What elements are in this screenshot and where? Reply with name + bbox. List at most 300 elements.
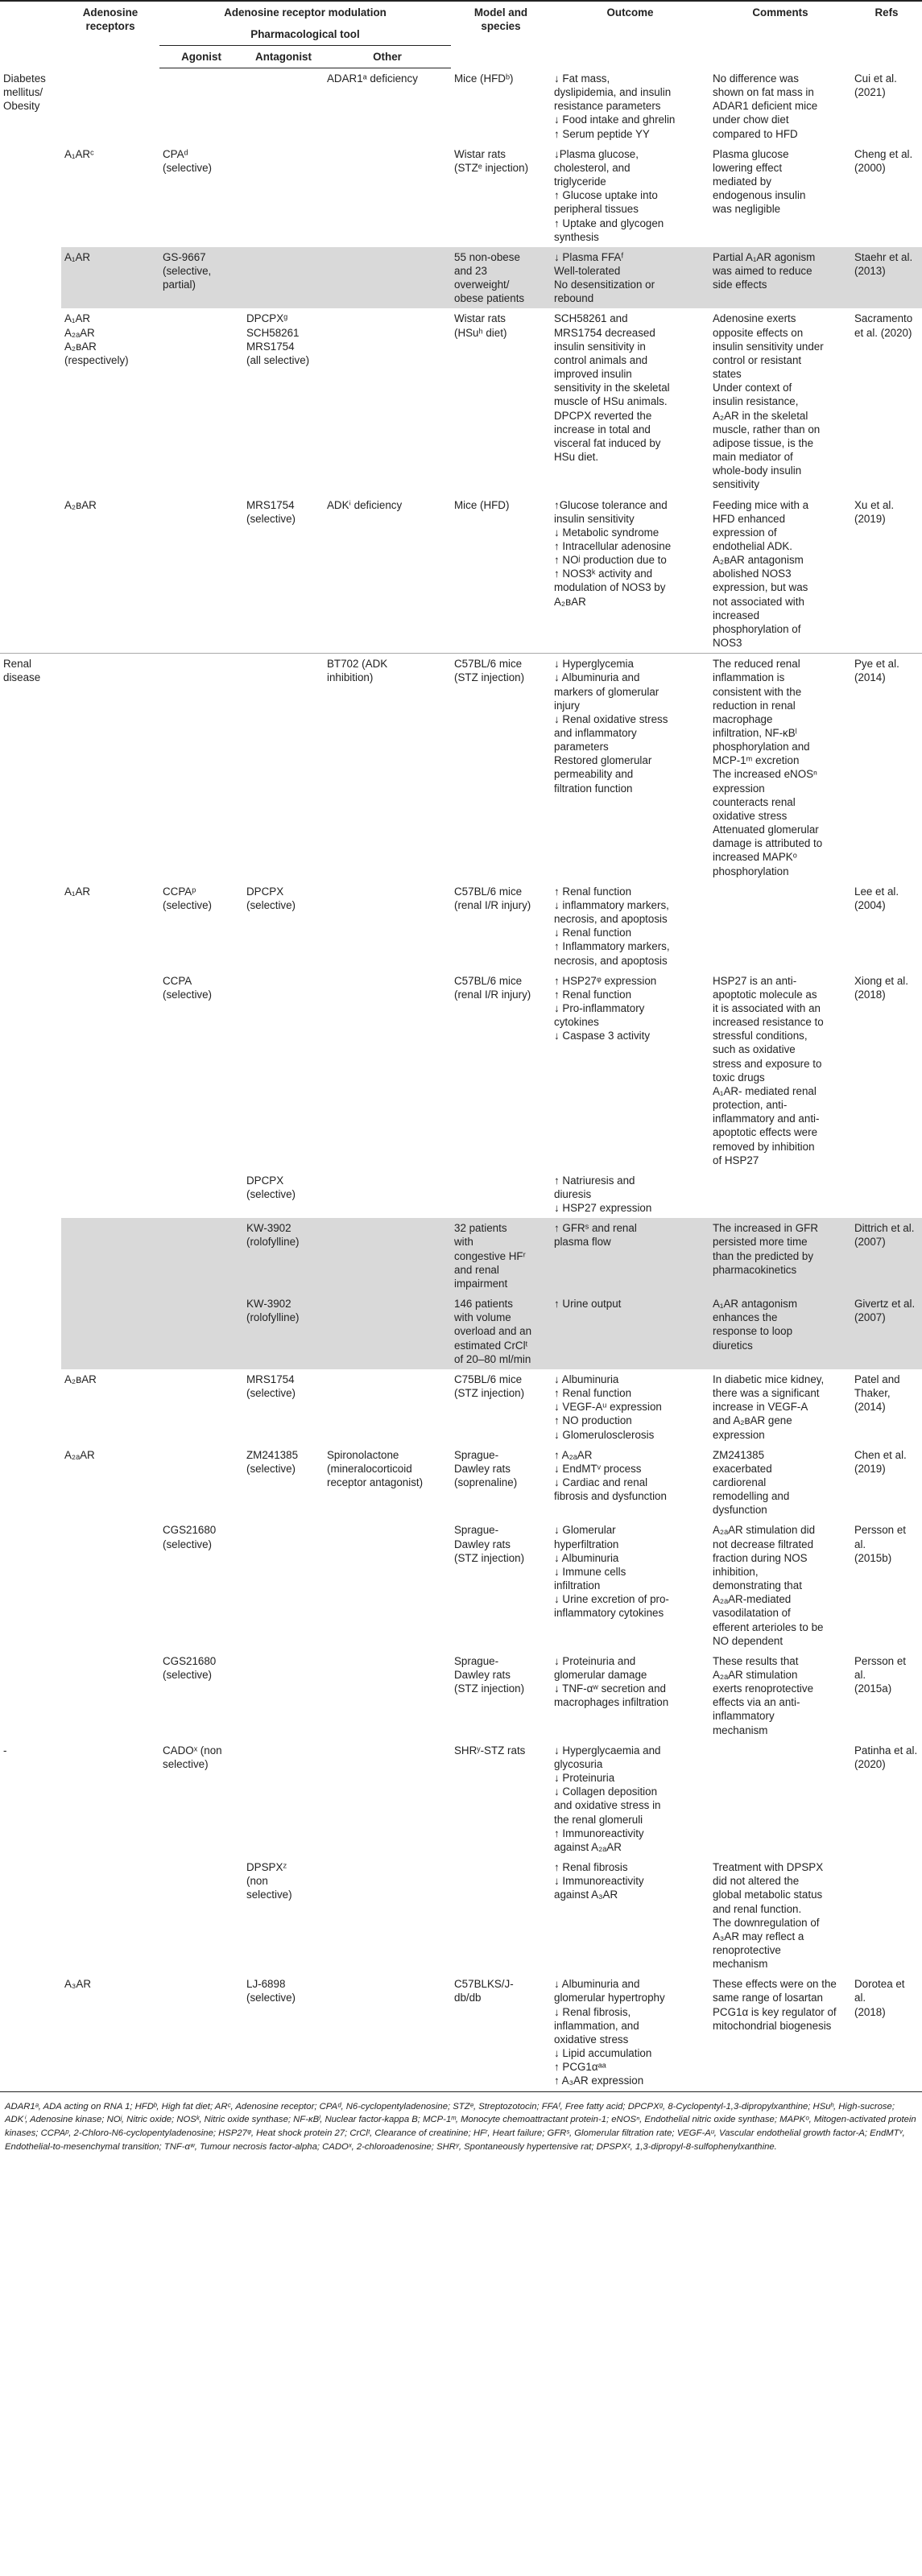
- table-row: [0, 654, 922, 881]
- cell-line: C75BL/6 mice: [454, 1373, 523, 1385]
- cell-agonist: [159, 1740, 243, 1857]
- cell-line: A₂ʙAR: [64, 340, 97, 353]
- cell-line: Sacramento: [854, 312, 913, 325]
- cell-line: MCP-1ᵐ excretion: [713, 754, 800, 767]
- cell-line: inflammation, and: [554, 2019, 639, 2032]
- cell-outcome: [551, 144, 709, 247]
- cell-line: ↑ PCG1αᵃᵃ: [554, 2061, 606, 2074]
- table-header: [0, 1, 922, 68]
- cell-receptor: [61, 1651, 159, 1740]
- cell-line: diuretics: [713, 1339, 753, 1352]
- cell-line: peripheral tissues: [554, 203, 639, 216]
- cell-other: [324, 881, 451, 971]
- cell-line: and 23: [454, 265, 487, 277]
- cell-model: [451, 1294, 551, 1369]
- cell-line: (all selective): [246, 353, 310, 366]
- cell-refs: [851, 881, 922, 971]
- cell-line: and renal function.: [713, 1902, 802, 1915]
- cell-line: muscle, rather than on: [713, 423, 821, 436]
- cell-line: abolished NOS3: [713, 568, 792, 580]
- cell-line: A₃AR may reflect a: [713, 1930, 804, 1942]
- cell-line: ↓ Albuminuria and: [554, 671, 640, 684]
- cell-receptor: [61, 1369, 159, 1445]
- cell-model: [451, 495, 551, 654]
- cell-antagonist: [243, 247, 324, 309]
- cell-receptor: [61, 1294, 159, 1369]
- cell-line: Mice (HFD): [454, 498, 510, 511]
- cell-line: MRS1754 decreased: [554, 326, 655, 339]
- cell-line: (rolofylline): [246, 1236, 300, 1249]
- table-row: [0, 1170, 922, 1218]
- cell-receptor: [61, 971, 159, 1170]
- cell-line: Patinha et al.: [854, 1744, 918, 1757]
- cell-outcome: [551, 1369, 709, 1445]
- cell-disease: [0, 1294, 61, 1369]
- cell-receptor: [61, 1740, 159, 1857]
- cell-line: A₁AR: [64, 250, 91, 263]
- cell-model: [451, 1740, 551, 1857]
- cell-line: HSu diet.: [554, 451, 599, 464]
- cell-line: ↓ Renal oxidative stress: [554, 712, 668, 725]
- cell-line: estimated CrClᵗ: [454, 1339, 528, 1352]
- cell-refs: [851, 495, 922, 654]
- cell-agonist: [159, 1218, 243, 1294]
- cell-line: Sprague-: [454, 1654, 499, 1667]
- cell-refs: [851, 144, 922, 247]
- cell-line: there was a significant: [713, 1387, 820, 1400]
- cell-line: 32 patients: [454, 1222, 507, 1235]
- cell-line: disease: [3, 671, 41, 684]
- cell-line: ↑ Renal function: [554, 885, 632, 898]
- cell-line: These effects were on the: [713, 1978, 837, 1991]
- cell-disease: [0, 1445, 61, 1521]
- cell-outcome: [551, 881, 709, 971]
- cell-receptor: [61, 1170, 159, 1218]
- cell-model: [451, 654, 551, 881]
- cell-line: ↑ Inflammatory markers,: [554, 940, 670, 953]
- cell-line: infiltration: [554, 1579, 601, 1592]
- cell-line: Obesity: [3, 100, 40, 113]
- cell-agonist: [159, 495, 243, 654]
- cell-line: ↑Glucose tolerance and: [554, 498, 668, 511]
- cell-receptor: [61, 247, 159, 309]
- cell-agonist: [159, 68, 243, 144]
- cell-line: ↓ Immunoreactivity: [554, 1875, 644, 1888]
- cell-model: [451, 1445, 551, 1521]
- cell-line: diuresis: [554, 1188, 592, 1200]
- cell-refs: [851, 1651, 922, 1740]
- cell-line: NO dependent: [713, 1634, 783, 1647]
- cell-line: NOS3: [713, 637, 742, 650]
- cell-outcome: [551, 247, 709, 309]
- cell-outcome: [551, 1445, 709, 1521]
- cell-agonist: [159, 971, 243, 1170]
- table-row: [0, 495, 922, 654]
- header-receptors: Adenosine receptors: [61, 1, 159, 68]
- cell-antagonist: [243, 1974, 324, 2091]
- cell-comments: [709, 1520, 851, 1650]
- table-row: [0, 971, 922, 1170]
- cell-line: CGS21680: [163, 1654, 217, 1667]
- cell-receptor: [61, 144, 159, 247]
- cell-line: ↓ Albuminuria: [554, 1551, 619, 1564]
- cell-line: Persson et al.: [854, 1654, 907, 1681]
- cell-model: [451, 881, 551, 971]
- cell-line: (2021): [854, 86, 886, 99]
- cell-agonist: [159, 308, 243, 494]
- cell-antagonist: [243, 1520, 324, 1650]
- cell-line: fraction during NOS: [713, 1551, 808, 1564]
- cell-line: ↓ TNF-αʷ secretion and: [554, 1682, 666, 1695]
- cell-line: Xu et al.: [854, 498, 895, 511]
- cell-receptor: [61, 881, 159, 971]
- cell-line: MRS1754: [246, 1373, 295, 1385]
- cell-refs: [851, 1294, 922, 1369]
- cell-line: (2019): [854, 1462, 886, 1475]
- cell-other: [324, 1445, 451, 1521]
- cell-line: (2015a): [854, 1682, 892, 1695]
- cell-refs: [851, 1740, 922, 1857]
- cell-line: receptor antagonist): [327, 1476, 424, 1488]
- cell-line: ↓ Renal fibrosis,: [554, 2005, 631, 2018]
- cell-line: A₂ʙAR: [64, 498, 97, 511]
- cell-line: Sprague-: [454, 1524, 499, 1537]
- cell-line: ADAR1ᵃ deficiency: [327, 72, 418, 85]
- cell-line: stressful conditions,: [713, 1030, 808, 1042]
- cell-other: [324, 654, 451, 881]
- cell-agonist: [159, 1651, 243, 1740]
- cell-other: [324, 68, 451, 144]
- cell-line: synthesis: [554, 230, 599, 243]
- cell-line: ↓ Caspase 3 activity: [554, 1030, 651, 1042]
- cell-comments: [709, 1294, 851, 1369]
- cell-line: (2015b): [854, 1551, 892, 1564]
- cell-line: (selective,: [163, 265, 212, 277]
- cell-outcome: [551, 1170, 709, 1218]
- cell-outcome: [551, 1651, 709, 1740]
- cell-antagonist: [243, 68, 324, 144]
- cell-line: phosphorylation and: [713, 741, 810, 753]
- cell-line: In diabetic mice kidney,: [713, 1373, 825, 1385]
- cell-line: A₂ₐAR stimulation did: [713, 1524, 816, 1537]
- cell-line: apoptotic molecule as: [713, 988, 817, 1001]
- cell-outcome: [551, 654, 709, 881]
- cell-line: consistent with the: [713, 685, 802, 698]
- cell-line: Diabetes: [3, 72, 46, 85]
- cell-line: ↑ Glucose uptake into: [554, 189, 658, 202]
- cell-line: ↑ A₂ₐAR: [554, 1448, 593, 1461]
- cell-line: ADKⁱ deficiency: [327, 498, 403, 511]
- header-agonist: Agonist: [159, 46, 243, 68]
- cell-line: A₂ʙAR antagonism: [713, 554, 804, 567]
- cell-line: mellitus/: [3, 86, 43, 99]
- cell-line: Well-tolerated: [554, 265, 621, 277]
- table-row: [0, 144, 922, 247]
- cell-comments: [709, 308, 851, 494]
- cell-line: C57BL/6 mice: [454, 974, 523, 987]
- cell-line: Chen et al.: [854, 1448, 907, 1461]
- cell-line: mitochondrial biogenesis: [713, 2019, 832, 2032]
- cell-line: Mice (HFDᵇ): [454, 72, 514, 85]
- cell-disease: [0, 1520, 61, 1650]
- cell-line: oxidative stress: [713, 809, 788, 822]
- cell-line: was negligible: [713, 203, 781, 216]
- cell-line: Patel and: [854, 1373, 900, 1385]
- cell-line: increased: [713, 609, 760, 621]
- cell-refs: [851, 68, 922, 144]
- cell-line: ↓ Albuminuria and: [554, 1978, 640, 1991]
- cell-agonist: [159, 1369, 243, 1445]
- cell-disease: [0, 1651, 61, 1740]
- cell-agonist: [159, 881, 243, 971]
- cell-receptor: [61, 1218, 159, 1294]
- cell-line: (2004): [854, 898, 886, 911]
- cell-antagonist: [243, 654, 324, 881]
- cell-antagonist: [243, 1294, 324, 1369]
- cell-line: (non: [246, 1875, 268, 1888]
- cell-line: persisted more time: [713, 1236, 808, 1249]
- cell-disease: [0, 654, 61, 881]
- cell-line: damage is attributed to: [713, 837, 823, 850]
- cell-line: PCG1α is key regulator of: [713, 2005, 837, 2018]
- cell-line: LJ-6898: [246, 1978, 286, 1991]
- cell-line: increase in VEGF-A: [713, 1401, 808, 1414]
- cell-line: phosphorylation of: [713, 622, 801, 635]
- cell-line: insulin resistance,: [713, 395, 799, 408]
- cell-line: KW-3902: [246, 1298, 291, 1311]
- cell-comments: [709, 1445, 851, 1521]
- cell-receptor: [61, 68, 159, 144]
- cell-line: endothelial ADK.: [713, 539, 793, 552]
- cell-refs: [851, 1170, 922, 1218]
- cell-line: DPCPX: [246, 1174, 284, 1187]
- cell-line: ↓ Fat mass,: [554, 72, 610, 85]
- cell-line: C57BL/6 mice: [454, 885, 523, 898]
- cell-comments: [709, 144, 851, 247]
- header-pharmacological-tool: Pharmacological tool: [159, 23, 451, 46]
- cell-line: stress and exposure to: [713, 1057, 822, 1070]
- cell-other: [324, 1520, 451, 1650]
- cell-line: inhibition): [327, 671, 374, 684]
- cell-line: inflammatory and anti-: [713, 1113, 820, 1125]
- header-model: Model and species: [451, 1, 551, 68]
- cell-line: mechanism: [713, 1958, 768, 1971]
- cell-line: (selective): [163, 898, 213, 911]
- cell-line: inflammatory: [713, 1710, 775, 1723]
- cell-model: [451, 68, 551, 144]
- cell-line: Renal: [3, 658, 31, 671]
- table-body: [0, 68, 922, 2091]
- cell-line: under chow diet: [713, 114, 789, 126]
- cell-agonist: [159, 1445, 243, 1521]
- cell-line: A₂ₐAR stimulation: [713, 1669, 798, 1681]
- cell-line: necrosis, and apoptosis: [554, 913, 668, 926]
- cell-line: These results that: [713, 1654, 799, 1667]
- cell-receptor: [61, 1520, 159, 1650]
- cell-line: HSP27 is an anti-: [713, 974, 797, 987]
- cell-line: triglyceride: [554, 175, 606, 188]
- cell-disease: [0, 1369, 61, 1445]
- cell-line: ↑ Renal function: [554, 988, 632, 1001]
- cell-line: effects via an anti-: [713, 1696, 800, 1709]
- cell-line: ↑ Natriuresis and: [554, 1174, 635, 1187]
- cell-line: (2014): [854, 671, 886, 684]
- cell-line: ↓ Lipid accumulation: [554, 2047, 652, 2060]
- cell-other: [324, 1369, 451, 1445]
- cell-line: control animals and: [554, 353, 648, 366]
- cell-line: oxidative stress: [554, 2033, 629, 2046]
- cell-outcome: [551, 1520, 709, 1650]
- cell-line: SHRʸ-STZ rats: [454, 1744, 526, 1757]
- cell-line: pharmacokinetics: [713, 1263, 797, 1276]
- cell-line: side effects: [713, 279, 767, 291]
- cell-outcome: [551, 1857, 709, 1974]
- cell-line: ↑ GFRˢ and renal: [554, 1222, 637, 1235]
- cell-line: A₂ʙAR: [554, 595, 586, 608]
- cell-line: selective): [246, 1889, 292, 1901]
- cell-line: A₃AR: [64, 1978, 91, 1991]
- cell-line: ↓ Pro-inflammatory: [554, 1001, 645, 1014]
- cell-line: HFD enhanced: [713, 512, 786, 525]
- cell-line: Treatment with DPSPX: [713, 1861, 824, 1874]
- cell-line: (2018): [854, 2005, 886, 2018]
- cell-line: did not altered the: [713, 1875, 800, 1888]
- cell-line: necrosis, and apoptosis: [554, 954, 668, 967]
- table-row: [0, 1857, 922, 1974]
- cell-line: Cheng et al.: [854, 147, 913, 160]
- cell-outcome: [551, 68, 709, 144]
- cell-other: [324, 144, 451, 247]
- cell-other: [324, 1294, 451, 1369]
- cell-line: ↓ Immune cells: [554, 1565, 626, 1578]
- cell-disease: [0, 1974, 61, 2091]
- table-row: [0, 1369, 922, 1445]
- cell-line: (selective): [246, 1462, 296, 1475]
- cell-line: Partial A₁AR agonism: [713, 250, 816, 263]
- cell-line: permeability and: [554, 768, 634, 781]
- cell-model: [451, 247, 551, 309]
- cell-line: Lee et al.: [854, 885, 899, 898]
- cell-line: ↓Plasma glucose,: [554, 147, 639, 160]
- cell-antagonist: [243, 1857, 324, 1974]
- cell-line: ↓ Cardiac and renal: [554, 1476, 648, 1488]
- cell-line: A₁ARᶜ: [64, 147, 94, 160]
- cell-line: enhances the: [713, 1311, 778, 1324]
- cell-line: CPAᵈ: [163, 147, 188, 160]
- cell-line: states: [713, 368, 742, 381]
- cell-line: ↑ Uptake and glycogen: [554, 217, 664, 229]
- cell-refs: [851, 308, 922, 494]
- cell-line: Restored glomerular: [554, 754, 652, 767]
- cell-line: A₁AR antagonism: [713, 1298, 798, 1311]
- cell-line: (STZ injection): [454, 1551, 525, 1564]
- cell-line: modulation of NOS3 by: [554, 581, 666, 594]
- cell-antagonist: [243, 1369, 324, 1445]
- cell-line: (selective): [163, 988, 213, 1001]
- cell-line: against A₃AR: [554, 1889, 618, 1901]
- cell-line: plasma flow: [554, 1236, 611, 1249]
- cell-line: against A₂ₐAR: [554, 1840, 622, 1853]
- cell-line: lowering effect: [713, 161, 783, 174]
- cell-other: [324, 247, 451, 309]
- cell-model: [451, 144, 551, 247]
- cell-disease: [0, 1218, 61, 1294]
- cell-line: fibrosis and dysfunction: [554, 1490, 667, 1503]
- cell-line: (selective): [163, 161, 213, 174]
- cell-line: sensitivity: [713, 478, 760, 491]
- cell-line: ↓ Albuminuria: [554, 1373, 619, 1385]
- cell-line: ↓ Plasma FFAᶠ: [554, 250, 624, 263]
- cell-comments: [709, 68, 851, 144]
- cell-outcome: [551, 308, 709, 494]
- cell-line: with volume: [454, 1311, 511, 1324]
- cell-antagonist: [243, 1740, 324, 1857]
- cell-line: ↑ Renal function: [554, 1387, 632, 1400]
- cell-model: [451, 1857, 551, 1974]
- cell-line: compared to HFD: [713, 127, 798, 140]
- cell-line: CCPAᵖ: [163, 885, 196, 898]
- cell-line: of 20–80 ml/min: [454, 1352, 531, 1365]
- cell-outcome: [551, 1218, 709, 1294]
- cell-line: ↑ Urine output: [554, 1298, 622, 1311]
- cell-outcome: [551, 495, 709, 654]
- cell-line: glomerular hypertrophy: [554, 1992, 665, 2004]
- cell-line: (selective): [246, 1387, 296, 1400]
- cell-line: ADAR1 deficient mice: [713, 100, 818, 113]
- cell-line: (renal I/R injury): [454, 898, 531, 911]
- cell-line: Adenosine exerts: [713, 312, 796, 325]
- cell-line: DPCPXᵍ: [246, 312, 288, 325]
- cell-line: Plasma glucose: [713, 147, 789, 160]
- cell-line: ↑ Renal fibrosis: [554, 1861, 628, 1874]
- cell-line: Feeding mice with a: [713, 498, 809, 511]
- cell-line: Dittrich et al.: [854, 1222, 915, 1235]
- cell-line: The increased eNOSⁿ: [713, 768, 817, 781]
- cell-line: CCPA: [163, 974, 192, 987]
- cell-line: (2019): [854, 512, 886, 525]
- cell-comments: [709, 1651, 851, 1740]
- cell-line: overweight/: [454, 279, 510, 291]
- cell-other: [324, 1651, 451, 1740]
- cell-disease: [0, 1740, 61, 1857]
- cell-outcome: [551, 1974, 709, 2091]
- cell-line: markers of glomerular: [554, 685, 659, 698]
- cell-line: macrophages infiltration: [554, 1696, 669, 1709]
- cell-line: A₁AR- mediated renal: [713, 1084, 817, 1097]
- cell-other: [324, 1974, 451, 2091]
- cell-line: The reduced renal: [713, 658, 800, 671]
- cell-line: ↓ Collagen deposition: [554, 1785, 658, 1798]
- cell-model: [451, 1369, 551, 1445]
- cell-line: MRS1754: [246, 498, 295, 511]
- cell-line: ↓ Glomerular: [554, 1524, 616, 1537]
- cell-line: ↑ HSP27ᵠ expression: [554, 974, 657, 987]
- cell-line: ↑ A₃AR expression: [554, 2074, 644, 2087]
- cell-line: the renal glomeruli: [554, 1813, 643, 1826]
- cell-line: increased MAPKᵒ: [713, 851, 797, 864]
- cell-antagonist: [243, 1218, 324, 1294]
- cell-line: -: [3, 1744, 7, 1757]
- table-row: [0, 1445, 922, 1521]
- cell-disease: [0, 1857, 61, 1974]
- cell-line: main mediator of: [713, 451, 793, 464]
- cell-antagonist: [243, 308, 324, 494]
- cell-other: [324, 1218, 451, 1294]
- cell-comments: [709, 1369, 851, 1445]
- cell-line: (STZ injection): [454, 1682, 525, 1695]
- cell-comments: [709, 1857, 851, 1974]
- cell-line: exacerbated: [713, 1462, 772, 1475]
